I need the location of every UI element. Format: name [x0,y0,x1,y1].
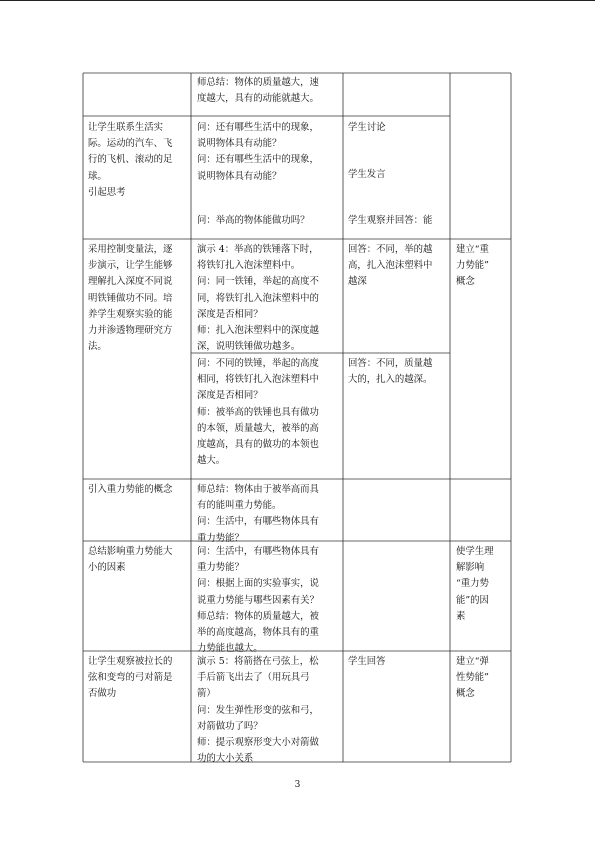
row5-teacher: 问：生活中，有哪些物体具有 重力势能？ 问：根据上面的实验事实，说 说重力势能与哪些因素有关？ 师总结：物体的质量越大，被 举的高度越高，物体具有的重 力势能也越大。 [197,546,319,655]
row5-purpose: 总结影响重力势能大 小的因素 [88,546,173,574]
row3b-question: 问：不同的铁锤，举起的高度 相同，将铁钉扎入泡沫塑料中 深度是否相同？ 师：被举高的铁锤也具有做功 的本领，质量越大，被举的高 度越高，具有的做功的本领也 越大。 [197,358,319,467]
row6-purpose: 让学生观察被拉长的 弦和变弯的弓对箭是 否做功 [88,656,173,700]
page-number: 3 [294,780,301,790]
row3-goal: 建立“重 力势能” 概念 [456,244,489,288]
row2-question-raised: 问：举高的物体能做功吗？ [197,215,310,226]
row6-goal: 建立“弹 性势能” 概念 [456,656,489,700]
row3-purpose: 采用控制变量法，逐 步演示，让学生能够 理解扎入深度不同说 明铁锤做功不同。培 养学生观察实验的能 力并渗透物理研究方 法。 [88,244,173,353]
row2-student-observe: 学生观察并回答：能 [348,215,433,226]
row2-student-discuss: 学生讨论 [348,122,386,133]
row3-demo4: 演示 4：举高的铁锤落下时， 将铁钉扎入泡沫塑料中。 问：同一铁锤，举起的高度不 同，将铁钉扎入泡沫塑料中的 深度是否相同？ 师：扎入泡沫塑料中的深度越 深，说明铁锤做功越多。 [197,244,319,353]
row6-student-answer: 学生回答 [348,656,386,667]
row3-student-answer: 回答：不同，举的越 高，扎入泡沫塑料中 越深 [348,244,433,288]
row2-questions: 问：还有哪些生活中的现象， 说明物体具有动能？ 问：还有哪些生活中的现象， 说明物体具有动能？ [197,122,319,182]
row6-demo5: 演示 5：将箭搭在弓弦上，松 手后箭飞出去了（用玩具弓 箭） 问：发生弹性形变的弦和弓， 对箭做功了吗？ 师：提示观察形变大小对箭做 功的大小关系 [197,656,319,765]
row2-purpose: 让学生联系生活实 际。运动的汽车、飞 行的飞机、滚动的足 球。 引起思考 [88,122,173,198]
row2-student-speak: 学生发言 [348,169,386,180]
row5-goal: 使学生理 解影响 “重力势 能”的因 素 [456,546,494,622]
row4-purpose: 引入重力势能的概念 [88,484,173,495]
row4-teacher: 师总结：物体由于被举高而具 有的能叫重力势能。 问：生活中，有哪些物体具有 重力势能？ [197,484,319,544]
row3b-student-answer: 回答：不同，质量越 大的，扎入的越深。 [348,358,433,386]
row1-teacher-summary: 师总结：物体的质量越大，速 度越大，具有的动能就越大。 [197,77,319,105]
